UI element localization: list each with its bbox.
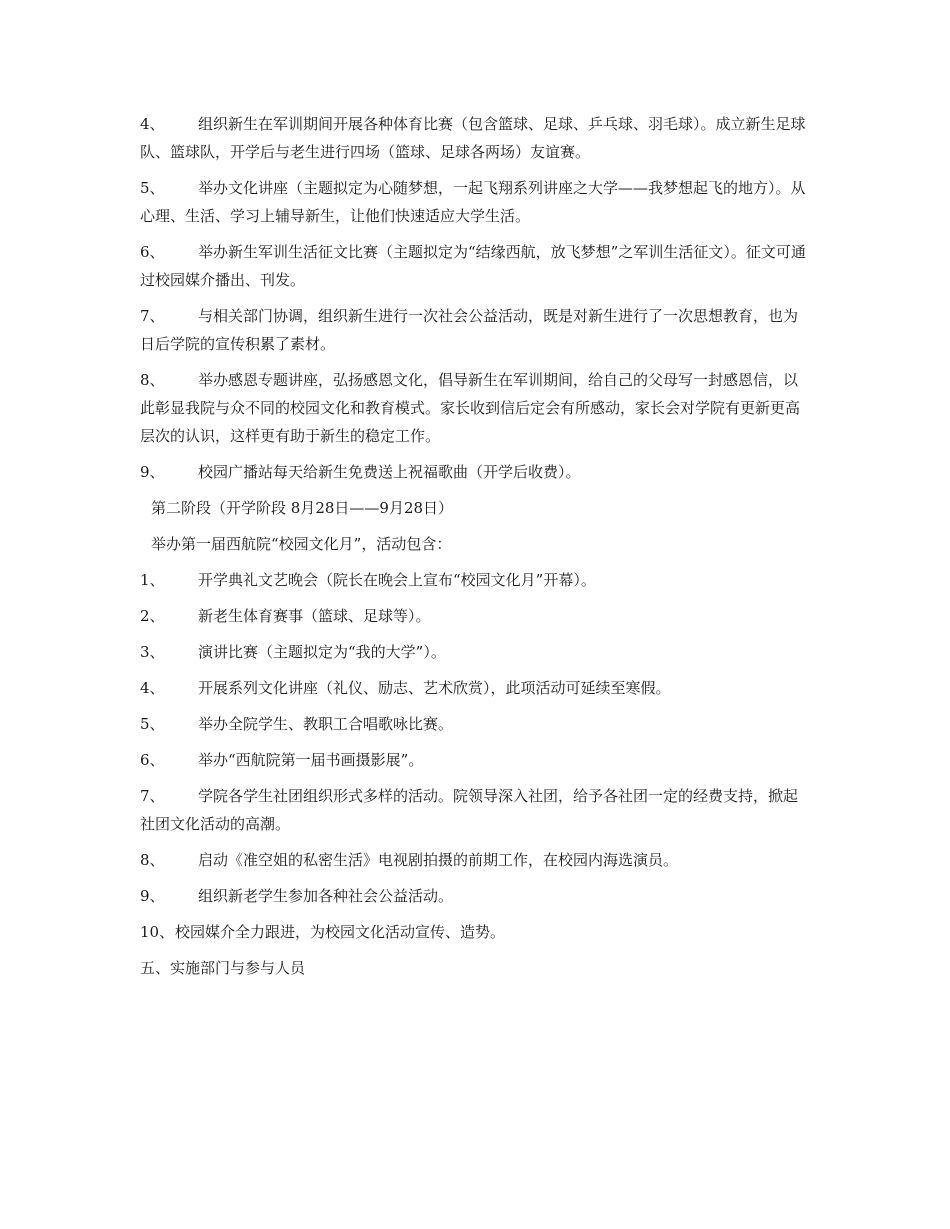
list-number: 6、 (140, 243, 165, 261)
list-item (140, 238, 810, 294)
list-item (140, 566, 810, 594)
list-text: 举办文化讲座（主题拟定为心随梦想，一起飞翔系列讲座之大学——我梦想起飞的地方）。从心理、生活、学习上辅导新生，让他们快速适应大学生活。 (140, 179, 806, 225)
list-text: 举办“西航院第一届书画摄影展”。 (198, 751, 424, 769)
list-item (140, 110, 810, 166)
list-number: 2、 (140, 607, 165, 625)
list-text: 校园广播站每天给新生免费送上祝福歌曲（开学后收费）。 (198, 463, 581, 481)
list-item (140, 918, 810, 946)
list-item (140, 674, 810, 702)
list-text: 组织新生在军训期间开展各种体育比赛（包含篮球、足球、乒乓球、羽毛球）。成立新生足球队、篮球队，开学后与老生进行四场（篮球、足球各两场）友谊赛。 (140, 115, 806, 161)
list-number: 10、 (140, 923, 175, 941)
list-number: 8、 (140, 851, 165, 869)
list-text: 开展系列文化讲座（礼仪、励志、艺术欣赏），此项活动可延续至寒假。 (198, 679, 671, 697)
list-text: 组织新老学生参加各种社会公益活动。 (198, 887, 454, 905)
list-item (140, 882, 810, 910)
list-number: 3、 (140, 643, 165, 661)
list-item (140, 366, 810, 450)
stage2-intro: 举办第一届西航院“校园文化月”，活动包含： (151, 535, 452, 553)
list-text: 举办全院学生、教职工合唱歌咏比赛。 (198, 715, 454, 733)
list-number: 5、 (140, 179, 165, 197)
document-page (140, 110, 810, 982)
list-text: 演讲比赛（主题拟定为“我的大学”）。 (198, 643, 446, 661)
list-text: 学院各学生社团组织形式多样的活动。院领导深入社团，给予各社团一定的经费支持，掀起社团文化活动的高潮。 (140, 787, 799, 833)
list-item (140, 302, 810, 358)
list-item (140, 458, 810, 486)
list-number: 5、 (140, 715, 165, 733)
list-number: 9、 (140, 887, 165, 905)
list-number: 7、 (140, 307, 165, 325)
list-number: 8、 (140, 371, 165, 389)
list-text: 举办新生军训生活征文比赛（主题拟定为“结缘西航，放飞梦想”之军训生活征文）。征文可通过校园媒介播出、刊发。 (140, 243, 806, 289)
list-number: 1、 (140, 571, 165, 589)
list-text: 校园媒介全力跟进，为校园文化活动宣传、造势。 (175, 923, 506, 941)
list-item (140, 746, 810, 774)
list-text: 开学典礼文艺晚会（院长在晚会上宣布“校园文化月”开幕）。 (198, 571, 596, 589)
list-number: 4、 (140, 679, 165, 697)
list-item (140, 782, 810, 838)
section-heading: 五、实施部门与参与人员 (140, 959, 306, 977)
list-number: 6、 (140, 751, 165, 769)
list-item (140, 638, 810, 666)
list-text: 举办感恩专题讲座，弘扬感恩文化，倡导新生在军训期间，给自己的父母写一封感恩信，以此彰显我院与众不同的校园文化和教育模式。家长收到信后定会有所感动，家长会对学院有更新更高层次的认识，这样更有助于新生的稳定工作。 (140, 371, 801, 445)
list-number: 7、 (140, 787, 165, 805)
list-text: 新老生体育赛事（篮球、足球等）。 (198, 607, 431, 625)
list-number: 4、 (140, 115, 165, 133)
list-item (140, 174, 810, 230)
list-item (140, 710, 810, 738)
list-text: 与相关部门协调，组织新生进行一次社会公益活动，既是对新生进行了一次思想教育，也为日后学院的宣传积累了素材。 (140, 307, 799, 353)
list-number: 9、 (140, 463, 165, 481)
list-item (140, 846, 810, 874)
list-item (140, 602, 810, 630)
stage2-title: 第二阶段（开学阶段 8月28日——9月28日） (151, 499, 454, 517)
list-text: 启动《准空姐的私密生活》电视剧拍摄的前期工作，在校园内海选演员。 (198, 851, 679, 869)
